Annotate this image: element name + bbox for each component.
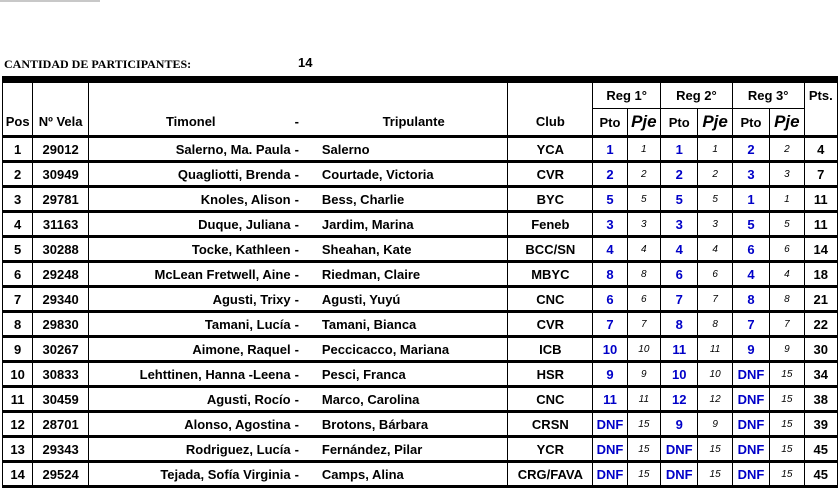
top-rule — [0, 0, 100, 2]
crew-cell: Pesci, Franca — [320, 362, 508, 387]
sail-cell: 28701 — [33, 412, 89, 437]
reg2-pje-cell: 11 — [698, 337, 732, 362]
dash-cell: - — [293, 212, 320, 237]
reg1-pto-cell: 6 — [593, 287, 627, 312]
pos-cell: 6 — [3, 262, 33, 287]
reg3-pto-cell: 8 — [732, 287, 769, 312]
club-cell: BCC/SN — [508, 237, 593, 262]
reg3-pto-cell: 3 — [732, 162, 769, 187]
pos-cell: 1 — [3, 137, 33, 162]
table-row — [3, 312, 838, 337]
helm-cell: Rodriguez, Lucía — [88, 437, 292, 462]
pts-cell: 7 — [804, 162, 837, 187]
sail-cell: 30267 — [33, 337, 89, 362]
club-cell: CRG/FAVA — [508, 462, 593, 487]
reg2-pto-cell: 9 — [661, 412, 698, 437]
header-blank — [293, 83, 320, 109]
reg2-pto-cell: 11 — [661, 337, 698, 362]
club-cell: CNC — [508, 287, 593, 312]
reg2-pto-cell: 8 — [661, 312, 698, 337]
reg2-pto-cell: 5 — [661, 187, 698, 212]
reg1-pto-cell: 2 — [593, 162, 627, 187]
club-cell: YCA — [508, 137, 593, 162]
reg1-pje-cell: 4 — [627, 237, 660, 262]
header-blank — [508, 83, 593, 109]
header-blank — [3, 83, 33, 109]
helm-cell: Tamani, Lucía — [88, 312, 292, 337]
club-cell: MBYC — [508, 262, 593, 287]
reg3-pje-cell: 6 — [770, 237, 804, 262]
pts-cell: 18 — [804, 262, 837, 287]
dash-cell: - — [293, 387, 320, 412]
pos-cell: 13 — [3, 437, 33, 462]
results-table — [2, 82, 838, 488]
pts-cell: 22 — [804, 312, 837, 337]
reg3-pje-cell: 2 — [770, 137, 804, 162]
reg1-pje-cell: 3 — [627, 212, 660, 237]
header-row-regattas — [3, 83, 838, 109]
pos-cell: 5 — [3, 237, 33, 262]
header-pje1: Pje — [627, 109, 660, 137]
reg3-pje-cell: 5 — [770, 212, 804, 237]
reg1-pto-cell: DNF — [593, 412, 627, 437]
header-pto1: Pto — [593, 109, 627, 137]
helm-cell: Agusti, Trixy — [88, 287, 292, 312]
header-pje2: Pje — [698, 109, 732, 137]
club-cell: CNC — [508, 387, 593, 412]
reg1-pto-cell: 3 — [593, 212, 627, 237]
helm-cell: McLean Fretwell, Aine — [88, 262, 292, 287]
reg2-pje-cell: 10 — [698, 362, 732, 387]
crew-cell: Jardim, Marina — [320, 212, 508, 237]
reg2-pto-cell: 6 — [661, 262, 698, 287]
crew-cell: Brotons, Bárbara — [320, 412, 508, 437]
club-cell: YCR — [508, 437, 593, 462]
club-cell: CRSN — [508, 412, 593, 437]
header-dash: - — [293, 109, 320, 137]
club-cell: BYC — [508, 187, 593, 212]
helm-cell: Tocke, Kathleen — [88, 237, 292, 262]
reg1-pje-cell: 8 — [627, 262, 660, 287]
header-pto3: Pto — [732, 109, 769, 137]
crew-cell: Courtade, Victoria — [320, 162, 508, 187]
dash-cell: - — [293, 237, 320, 262]
pos-cell: 10 — [3, 362, 33, 387]
helm-cell: Knoles, Alison — [88, 187, 292, 212]
header-row-columns — [3, 109, 838, 137]
table-row — [3, 137, 838, 162]
reg1-pje-cell: 2 — [627, 162, 660, 187]
pts-cell: 14 — [804, 237, 837, 262]
reg3-pto-cell: 4 — [732, 262, 769, 287]
reg3-pto-cell: DNF — [732, 462, 769, 487]
participants-label: CANTIDAD DE PARTICIPANTES: — [4, 57, 192, 71]
crew-cell: Salerno — [320, 137, 508, 162]
reg1-pto-cell: 5 — [593, 187, 627, 212]
reg2-pto-cell: 3 — [661, 212, 698, 237]
sail-cell: 29343 — [33, 437, 89, 462]
reg3-pje-cell: 15 — [770, 462, 804, 487]
pts-cell: 34 — [804, 362, 837, 387]
helm-cell: Tejada, Sofía Virginia — [88, 462, 292, 487]
dash-cell: - — [293, 187, 320, 212]
reg1-pje-cell: 6 — [627, 287, 660, 312]
reg2-pje-cell: 3 — [698, 212, 732, 237]
reg2-pje-cell: 15 — [698, 462, 732, 487]
pts-cell: 30 — [804, 337, 837, 362]
reg2-pto-cell: DNF — [661, 462, 698, 487]
dash-cell: - — [293, 337, 320, 362]
sail-cell: 30949 — [33, 162, 89, 187]
reg1-pto-cell: 4 — [593, 237, 627, 262]
header-blank — [320, 83, 508, 109]
pts-cell: 11 — [804, 212, 837, 237]
header-sail: Nº Vela — [33, 109, 89, 137]
header-helm: Timonel — [88, 109, 292, 137]
reg2-pje-cell: 15 — [698, 437, 732, 462]
table-row — [3, 387, 838, 412]
crew-cell: Bess, Charlie — [320, 187, 508, 212]
sail-cell: 30833 — [33, 362, 89, 387]
pts-cell: 21 — [804, 287, 837, 312]
reg1-pje-cell: 10 — [627, 337, 660, 362]
dash-cell: - — [293, 362, 320, 387]
reg1-pje-cell: 1 — [627, 137, 660, 162]
dash-cell: - — [293, 137, 320, 162]
dash-cell: - — [293, 262, 320, 287]
reg1-pje-cell: 5 — [627, 187, 660, 212]
reg2-pje-cell: 12 — [698, 387, 732, 412]
table-row — [3, 462, 838, 487]
club-cell: HSR — [508, 362, 593, 387]
reg3-pto-cell: 7 — [732, 312, 769, 337]
helm-cell: Alonso, Agostina — [88, 412, 292, 437]
sail-cell: 29248 — [33, 262, 89, 287]
reg3-pto-cell: DNF — [732, 412, 769, 437]
club-cell: CVR — [508, 162, 593, 187]
pos-cell: 12 — [3, 412, 33, 437]
pts-cell: 11 — [804, 187, 837, 212]
crew-cell: Sheahan, Kate — [320, 237, 508, 262]
dash-cell: - — [293, 312, 320, 337]
reg1-pto-cell: 1 — [593, 137, 627, 162]
sail-cell: 29781 — [33, 187, 89, 212]
header-pts: Pts. — [804, 83, 837, 109]
pts-cell: 38 — [804, 387, 837, 412]
table-row — [3, 262, 838, 287]
crew-cell: Peccicacco, Mariana — [320, 337, 508, 362]
reg1-pje-cell: 15 — [627, 437, 660, 462]
sail-cell: 31163 — [33, 212, 89, 237]
reg1-pje-cell: 15 — [627, 462, 660, 487]
reg2-pje-cell: 5 — [698, 187, 732, 212]
pts-cell: 4 — [804, 137, 837, 162]
reg2-pto-cell: 2 — [661, 162, 698, 187]
reg2-pto-cell: 1 — [661, 137, 698, 162]
sail-cell: 29830 — [33, 312, 89, 337]
header-reg3: Reg 3° — [732, 83, 804, 109]
club-cell: Feneb — [508, 212, 593, 237]
reg1-pto-cell: 7 — [593, 312, 627, 337]
reg1-pje-cell: 7 — [627, 312, 660, 337]
header-pos: Pos — [3, 109, 33, 137]
reg3-pto-cell: DNF — [732, 437, 769, 462]
reg2-pto-cell: 10 — [661, 362, 698, 387]
reg2-pje-cell: 2 — [698, 162, 732, 187]
participants-count: 14 — [298, 55, 313, 70]
dash-cell: - — [293, 412, 320, 437]
reg1-pto-cell: 9 — [593, 362, 627, 387]
reg3-pje-cell: 15 — [770, 362, 804, 387]
sail-cell: 29340 — [33, 287, 89, 312]
reg3-pje-cell: 4 — [770, 262, 804, 287]
reg3-pje-cell: 7 — [770, 312, 804, 337]
header-pje3: Pje — [770, 109, 804, 137]
reg3-pto-cell: 5 — [732, 212, 769, 237]
crew-cell: Camps, Alina — [320, 462, 508, 487]
reg2-pje-cell: 9 — [698, 412, 732, 437]
pos-cell: 7 — [3, 287, 33, 312]
pts-cell: 45 — [804, 462, 837, 487]
crew-cell: Agusti, Yuyú — [320, 287, 508, 312]
reg2-pje-cell: 6 — [698, 262, 732, 287]
reg3-pto-cell: DNF — [732, 387, 769, 412]
reg3-pje-cell: 15 — [770, 387, 804, 412]
reg2-pto-cell: 7 — [661, 287, 698, 312]
header-club: Club — [508, 109, 593, 137]
reg3-pje-cell: 15 — [770, 437, 804, 462]
reg3-pje-cell: 9 — [770, 337, 804, 362]
sail-cell: 30288 — [33, 237, 89, 262]
pos-cell: 14 — [3, 462, 33, 487]
table-row — [3, 412, 838, 437]
crew-cell: Riedman, Claire — [320, 262, 508, 287]
sail-cell: 29012 — [33, 137, 89, 162]
reg1-pto-cell: DNF — [593, 437, 627, 462]
table-row — [3, 362, 838, 387]
table-row — [3, 287, 838, 312]
helm-cell: Lehttinen, Hanna -Leena — [88, 362, 292, 387]
pos-cell: 9 — [3, 337, 33, 362]
dash-cell: - — [293, 287, 320, 312]
header-blank — [33, 83, 89, 109]
table-row — [3, 162, 838, 187]
reg3-pto-cell: 2 — [732, 137, 769, 162]
reg3-pto-cell: DNF — [732, 362, 769, 387]
reg3-pto-cell: 6 — [732, 237, 769, 262]
pts-cell: 39 — [804, 412, 837, 437]
reg3-pje-cell: 15 — [770, 412, 804, 437]
reg2-pje-cell: 1 — [698, 137, 732, 162]
reg1-pje-cell: 9 — [627, 362, 660, 387]
pos-cell: 4 — [3, 212, 33, 237]
reg1-pto-cell: 10 — [593, 337, 627, 362]
helm-cell: Quagliotti, Brenda — [88, 162, 292, 187]
crew-cell: Tamani, Bianca — [320, 312, 508, 337]
reg3-pje-cell: 1 — [770, 187, 804, 212]
helm-cell: Agusti, Rocío — [88, 387, 292, 412]
reg2-pje-cell: 7 — [698, 287, 732, 312]
header-reg1: Reg 1° — [593, 83, 661, 109]
helm-cell: Salerno, Ma. Paula — [88, 137, 292, 162]
table-row — [3, 187, 838, 212]
reg2-pje-cell: 4 — [698, 237, 732, 262]
crew-cell: Marco, Carolina — [320, 387, 508, 412]
pos-cell: 3 — [3, 187, 33, 212]
header-reg2: Reg 2° — [661, 83, 733, 109]
pos-cell: 11 — [3, 387, 33, 412]
reg1-pje-cell: 11 — [627, 387, 660, 412]
reg1-pto-cell: 11 — [593, 387, 627, 412]
dash-cell: - — [293, 462, 320, 487]
header-pts-blank — [804, 109, 837, 137]
reg1-pje-cell: 15 — [627, 412, 660, 437]
dash-cell: - — [293, 437, 320, 462]
table-row — [3, 337, 838, 362]
table-row — [3, 212, 838, 237]
reg3-pje-cell: 3 — [770, 162, 804, 187]
crew-cell: Fernández, Pilar — [320, 437, 508, 462]
table-row — [3, 237, 838, 262]
reg2-pto-cell: 4 — [661, 237, 698, 262]
club-cell: CVR — [508, 312, 593, 337]
reg3-pje-cell: 8 — [770, 287, 804, 312]
header-pto2: Pto — [661, 109, 698, 137]
reg3-pto-cell: 1 — [732, 187, 769, 212]
reg1-pto-cell: 8 — [593, 262, 627, 287]
header-blank — [88, 83, 292, 109]
table-row — [3, 437, 838, 462]
club-cell: ICB — [508, 337, 593, 362]
reg1-pto-cell: DNF — [593, 462, 627, 487]
header-crew: Tripulante — [320, 109, 508, 137]
helm-cell: Aimone, Raquel — [88, 337, 292, 362]
pos-cell: 2 — [3, 162, 33, 187]
dash-cell: - — [293, 162, 320, 187]
sail-cell: 29524 — [33, 462, 89, 487]
reg2-pto-cell: 12 — [661, 387, 698, 412]
pts-cell: 45 — [804, 437, 837, 462]
reg3-pto-cell: 9 — [732, 337, 769, 362]
pos-cell: 8 — [3, 312, 33, 337]
helm-cell: Duque, Juliana — [88, 212, 292, 237]
reg2-pje-cell: 8 — [698, 312, 732, 337]
sail-cell: 30459 — [33, 387, 89, 412]
reg2-pto-cell: DNF — [661, 437, 698, 462]
